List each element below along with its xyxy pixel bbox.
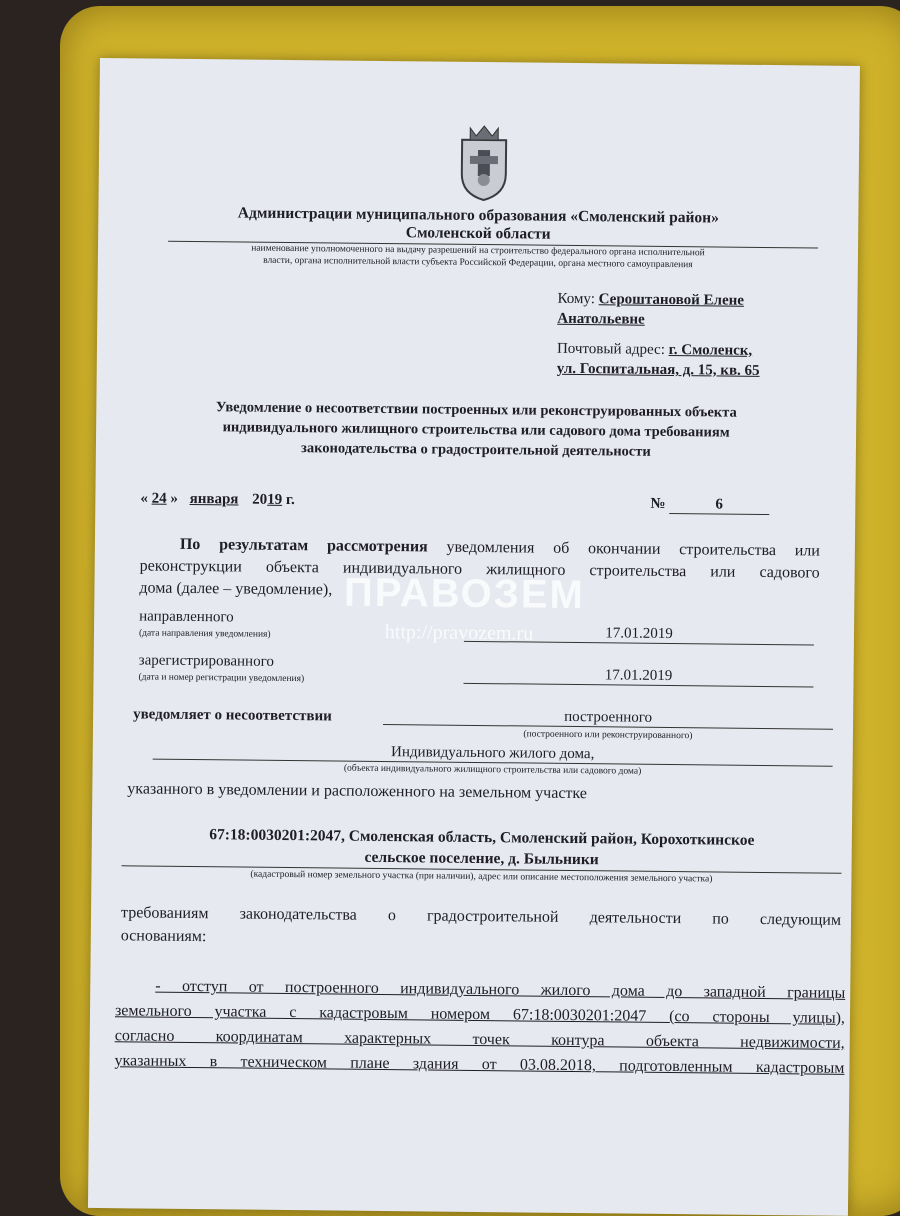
document-page <box>88 58 860 1216</box>
address-label: Почтовый адрес: <box>556 340 665 358</box>
title-line3: законодательства о градостроительной деятельности <box>300 440 651 460</box>
registered-caption: (дата и номер регистрации уведомления) <box>138 672 305 685</box>
registered-date: 17.01.2019 <box>463 666 813 688</box>
title-line2: индивидуального жилищного строительства или садового дома требованиям <box>222 419 730 441</box>
notify-label: уведомляет о несоответствии <box>133 706 332 725</box>
built-caption: (построенного или реконструированного) <box>523 729 693 742</box>
org-caption-line2: власти, органа исполнительной власти субъекта Российской Федерации, органа местного самоуправления <box>263 255 693 271</box>
sent-label: направленного <box>139 608 234 626</box>
recipient-name: Сероштановой Елене <box>598 291 745 309</box>
recipient-block <box>557 289 828 382</box>
watermark-url: http://pravozem.ru <box>384 621 534 645</box>
date-day: 24 <box>151 490 167 507</box>
recipient-name-cont: Анатольевне <box>557 310 645 328</box>
title-line1: Уведомление о несоответствии построенных или реконструированных объекта <box>215 399 737 421</box>
registered-label: зарегистрированного <box>138 652 275 670</box>
built-value: построенного <box>383 707 833 730</box>
org-caption-line1: наименование уполномоченного на выдачу разрешений на строительство федерального органа исполнительной <box>251 243 705 259</box>
document-date: « 24 » января 2019 г. <box>140 490 295 509</box>
plot-text: указанного в уведомлении и расположенного на земельном участке <box>127 780 588 803</box>
date-month: января <box>189 490 239 508</box>
object-value: Индивидуального жилого дома, <box>153 742 833 767</box>
org-name-line1: Администрации муниципального образования «Смоленский район» <box>237 204 719 227</box>
sent-caption: (дата направления уведомления) <box>138 628 271 640</box>
address-city: г. Смоленск, <box>668 341 753 359</box>
org-name-line2: Смоленской области <box>405 224 551 243</box>
plot-caption: (кадастровый номер земельного участка (при наличии), адрес или описание местоположения земельного участка) <box>250 869 713 885</box>
date-year: 19 <box>267 491 283 508</box>
intro-paragraph: По результатам рассмотрения уведомления об окончании строительства или реконструкции объекта индивидуального жилищного строительства или садового дома (далее – уведомление), <box>139 535 820 599</box>
requirements-paragraph: требованиям законодательства о градостроительной деятельности по следующим основаниям: <box>120 904 842 946</box>
watermark-brand: ПРАВОЗЕМ <box>343 570 586 618</box>
coat-of-arms-icon <box>454 122 515 203</box>
object-caption: (объекта индивидуального жилищного строительства или садового дома) <box>343 763 642 777</box>
plot-description: 67:18:0030201:2047, Смоленская область, Смоленский район, Корохоткинское сельское поселение, д. Быльники <box>122 823 842 874</box>
number-value: 6 <box>669 496 769 515</box>
sent-date: 17.01.2019 <box>464 624 814 646</box>
to-label: Кому: <box>557 290 596 308</box>
reasons-paragraph: - отступ от построенного индивидуального жилого дома до западной границы земельного участка с кадастровым номером 67:18:0030201:2047 (со стороны улицы), согласно координатам характерных точек контура объекта недвижимости, указанных в техническом плане здания от 03.08.2018, подготовленным кадастровым <box>114 977 846 1077</box>
address-street: ул. Госпитальная, д. 15, кв. 65 <box>556 360 760 379</box>
document-title <box>136 396 817 463</box>
document-number: № 6 <box>650 496 769 515</box>
